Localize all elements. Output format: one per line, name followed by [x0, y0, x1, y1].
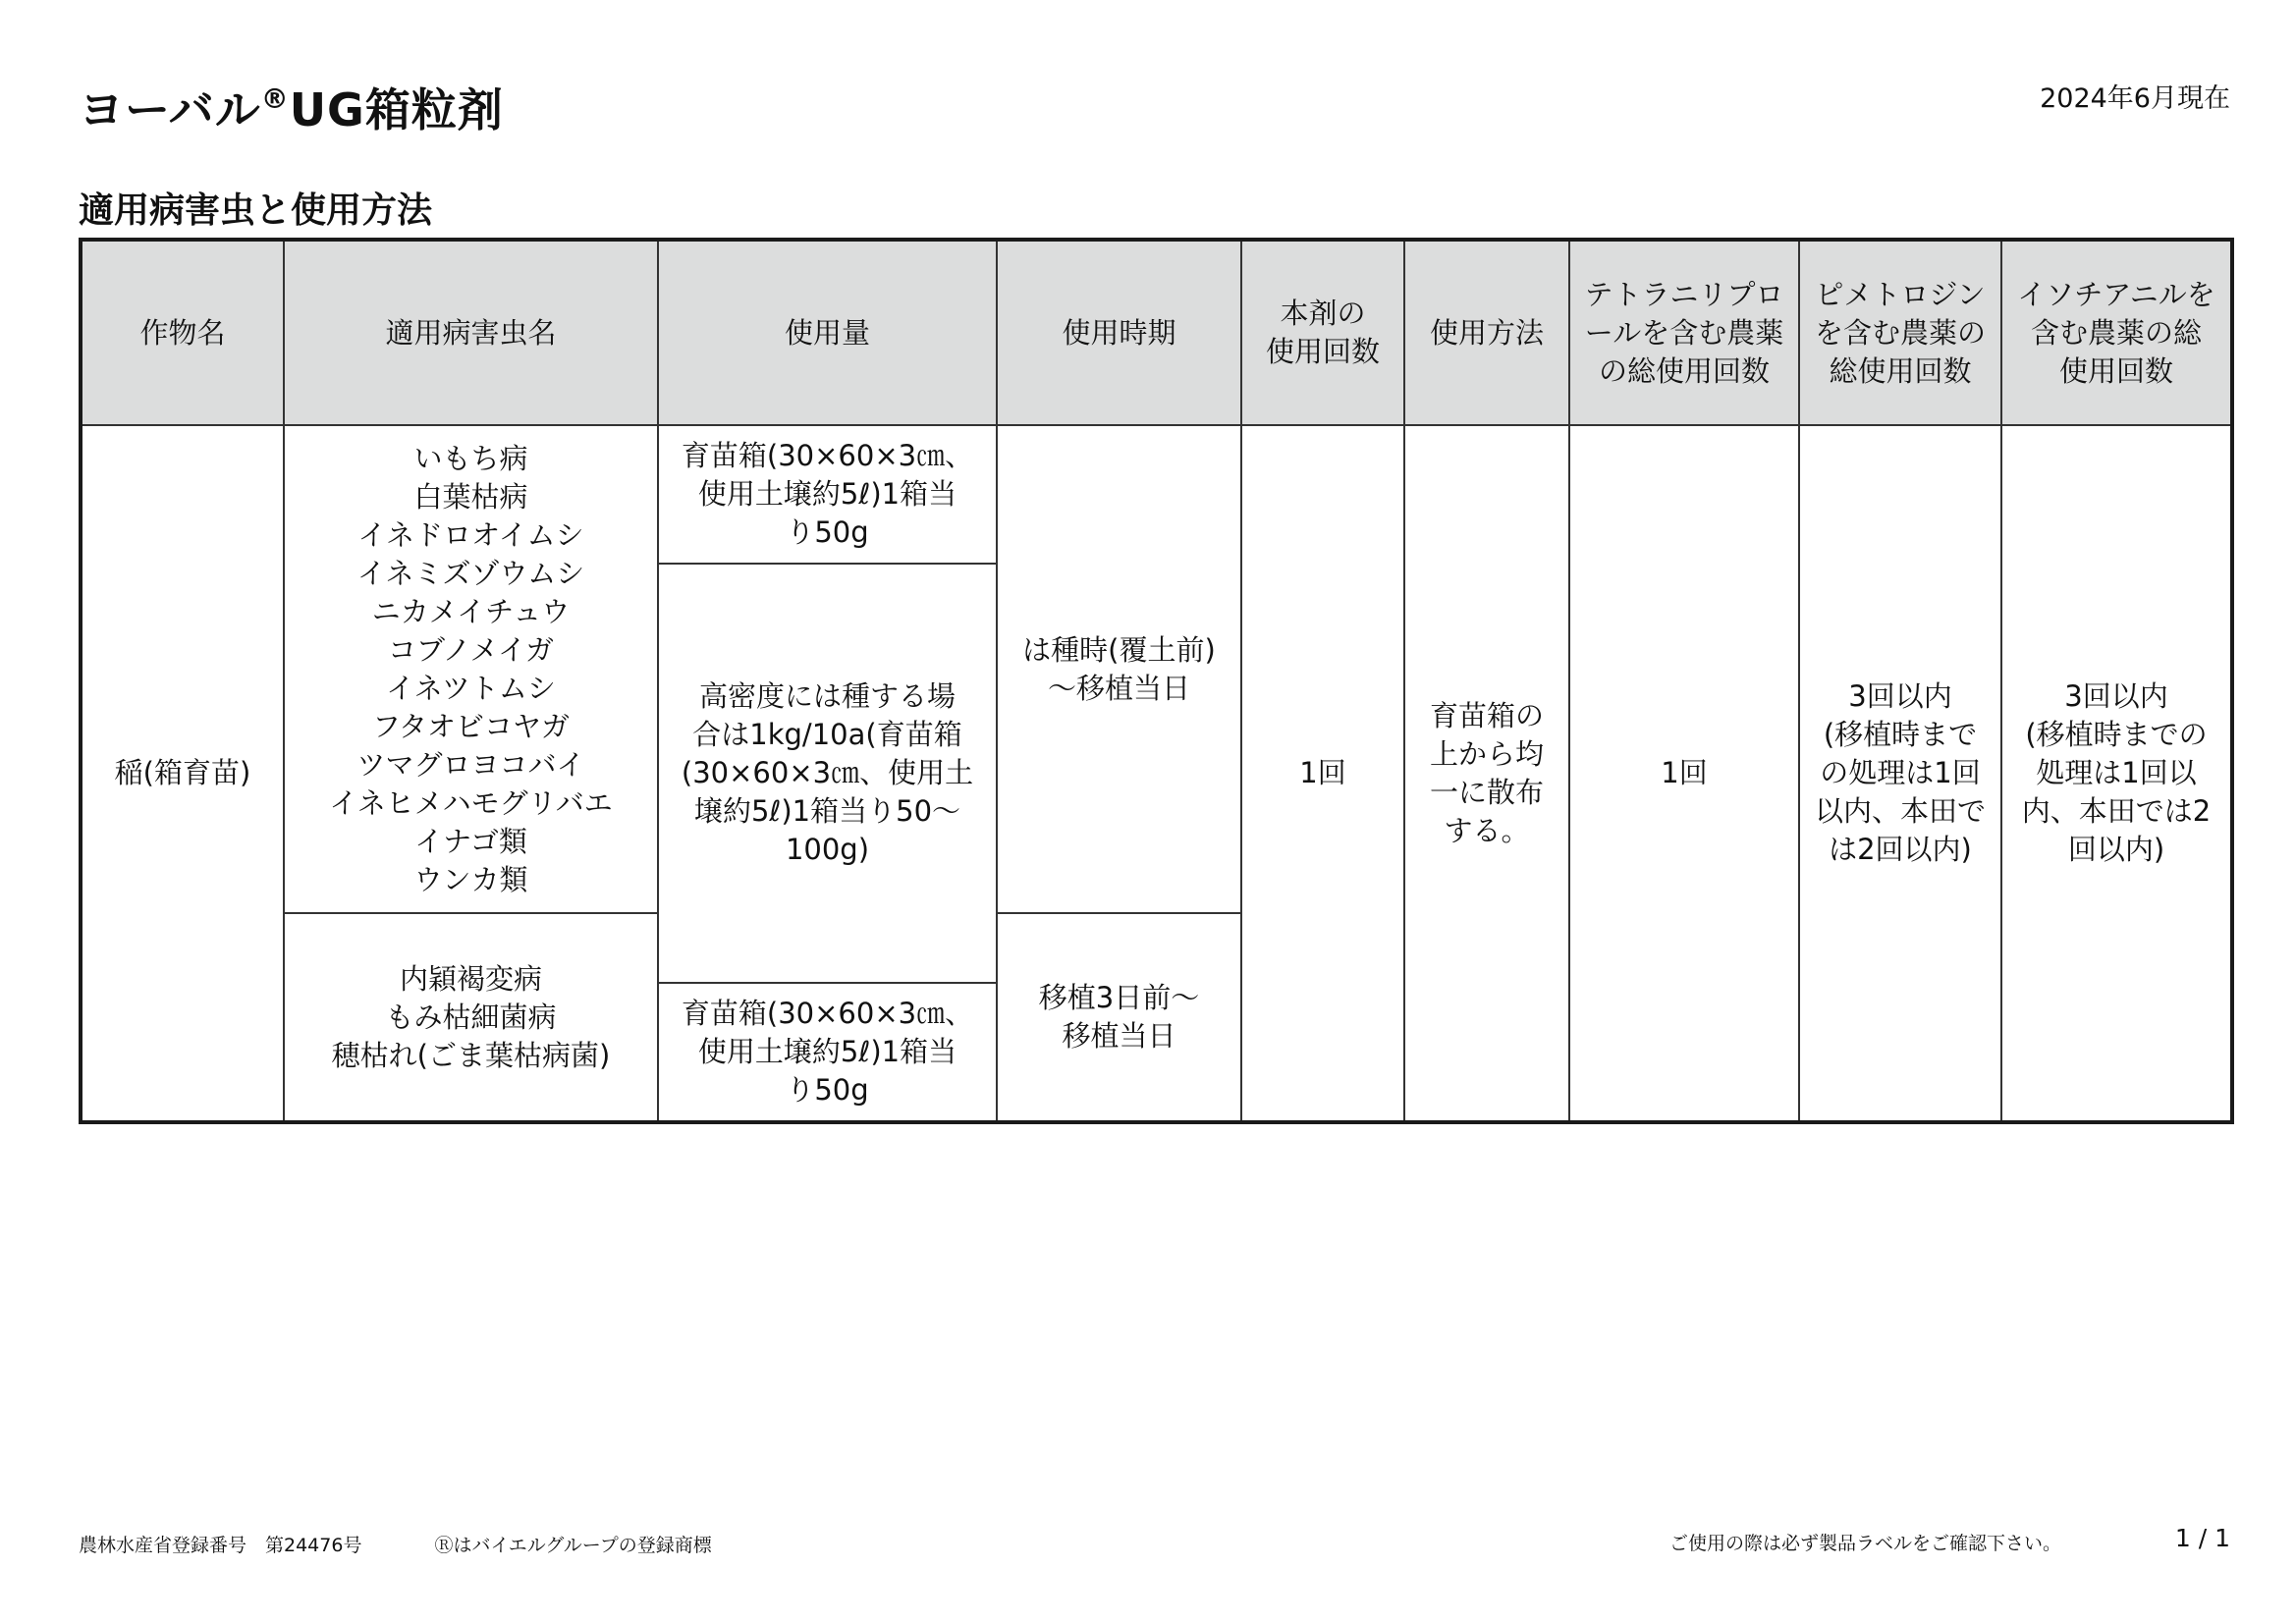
crop-cell: 稲(箱育苗): [81, 425, 284, 1122]
document-title: [79, 75, 504, 139]
title-rest: UG箱粒剤: [289, 83, 504, 136]
header-row: [81, 240, 2232, 425]
table-row: [81, 425, 2232, 564]
document-date: 2024年6月現在: [2040, 83, 2230, 114]
label-notice: ご使用の際は必ず製品ラベルをご確認下さい。: [1669, 1533, 2062, 1554]
footer-left: [79, 1531, 712, 1557]
timing-2-cell: 移植3日前～ 移植当日: [997, 913, 1241, 1122]
header-pest: 適用病害虫名: [284, 240, 658, 425]
header-amount: 使用量: [658, 240, 997, 425]
times-tetraniliprole-cell: 1回: [1569, 425, 1799, 1122]
header-method: 使用方法: [1404, 240, 1569, 425]
amount-standard-2-cell: 育苗箱(30×60×3㎝、 使用土壌約5ℓ)1箱当 り50g: [658, 983, 997, 1122]
header-times: 本剤の 使用回数: [1241, 240, 1404, 425]
header-isotianil: イソチアニルを 含む農薬の総 使用回数: [2001, 240, 2232, 425]
times-pymetrozine-cell: 3回以内 (移植時まで の処理は1回 以内、本田で は2回以内): [1799, 425, 2001, 1122]
pests-group-2-cell: 内穎褐変病 もみ枯細菌病 穂枯れ(ごま葉枯病菌): [284, 913, 658, 1122]
header-tetraniliprole: テトラニリプロ ールを含む農薬 の総使用回数: [1569, 240, 1799, 425]
pests-group-1-cell: いもち病 白葉枯病 イネドロオイムシ イネミズゾウムシ ニカメイチュウ コブノメイガ イネツトムシ フタオビコヤガ ツマグロヨコバイ イネヒメハモグリバエ イナゴ類 ウンカ類: [284, 425, 658, 913]
trademark-note: Ⓡはバイエルグループの登録商標: [434, 1535, 712, 1556]
method-cell: 育苗箱の 上から均 一に散布 する。: [1404, 425, 1569, 1122]
times-this-product-cell: 1回: [1241, 425, 1404, 1122]
registered-mark: ®: [260, 82, 290, 115]
page-number: 1 / 1: [2174, 1524, 2230, 1552]
header-pymetrozine: ピメトロジン を含む農薬の 総使用回数: [1799, 240, 2001, 425]
registration-number: 農林水産省登録番号 第24476号: [79, 1535, 362, 1556]
timing-1-cell: は種時(覆土前) ～移植当日: [997, 425, 1241, 913]
header-timing: 使用時期: [997, 240, 1241, 425]
times-isotianil-cell: 3回以内 (移植時までの 処理は1回以 内、本田では2 回以内): [2001, 425, 2232, 1122]
amount-high-density-cell: 高密度には種する場 合は1kg/10a(育苗箱 (30×60×3㎝、使用土 壌約5ℓ)1箱当り50～ 100g): [658, 564, 997, 983]
section-title: 適用病害虫と使用方法: [79, 190, 433, 231]
title-main: ヨーバル: [79, 83, 261, 136]
header-crop: 作物名: [81, 240, 284, 425]
usage-table: [79, 238, 2234, 1124]
amount-standard-1-cell: 育苗箱(30×60×3㎝、 使用土壌約5ℓ)1箱当 り50g: [658, 425, 997, 564]
